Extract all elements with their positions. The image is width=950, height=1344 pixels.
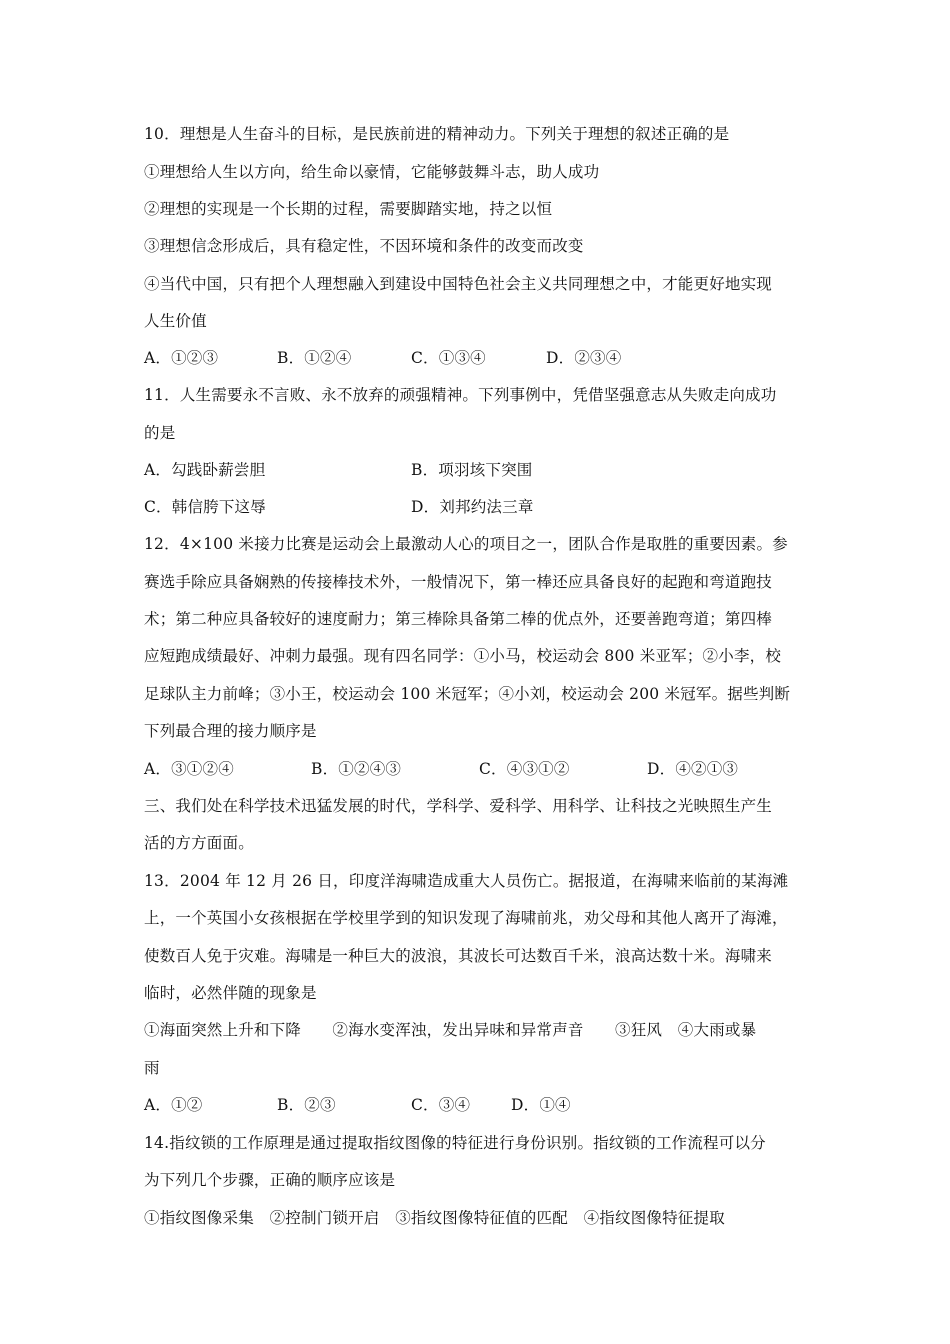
q13-option-c: C．③④ — [411, 1096, 471, 1114]
q10-option-c: C．①③④ — [411, 349, 486, 367]
q11-stem: 11．人生需要永不言败、永不放弃的顽强精神。下列事例中，凭借坚强意志从失败走向成功 — [144, 386, 777, 404]
q10-stem: 10．理想是人生奋斗的目标，是民族前进的精神动力。下列关于理想的叙述正确的是 — [144, 125, 730, 143]
q10-statement-3: ③理想信念形成后，具有稳定性，不因环境和条件的改变而改变 — [144, 237, 584, 255]
q11-stem-cont: 的是 — [144, 424, 176, 442]
q12-line-3: 术；第二种应具备较好的速度耐力；第三棒除具备第二棒的优点外，还要善跑弯道；第四棒 — [144, 610, 773, 628]
q10-option-a: A．①②③ — [144, 349, 219, 367]
q10-statement-4: ④当代中国，只有把个人理想融入到建设中国特色社会主义共同理想之中，才能更好地实现 — [144, 275, 773, 293]
q13-statements-cont: 雨 — [144, 1059, 160, 1077]
q13-line-1: 13．2004 年 12 月 26 日，印度洋海啸造成重大人员伤亡。据报道，在海啸来临前的某海滩 — [144, 872, 789, 890]
q10-statement-2: ②理想的实现是一个长期的过程，需要脚踏实地，持之以恒 — [144, 200, 553, 218]
q12-option-d: D．④②①③ — [647, 760, 739, 778]
q13-statements: ①海面突然上升和下降 ②海水变浑浊，发出异味和异常声音 ③狂风 ④大雨或暴 — [144, 1021, 757, 1039]
section-3-heading: 三、我们处在科学技术迅猛发展的时代，学科学、爱科学、用科学、让科技之光映照生产生 — [144, 797, 773, 815]
q14-line-1: 14.指纹锁的工作原理是通过提取指纹图像的特征进行身份识别。指纹锁的工作流程可以分 — [144, 1134, 766, 1152]
q13-option-d: D．①④ — [511, 1096, 571, 1114]
q14-steps: ①指纹图像采集 ②控制门锁开启 ③指纹图像特征值的匹配 ④指纹图像特征提取 — [144, 1209, 725, 1227]
q13-option-b: B．②③ — [277, 1096, 336, 1114]
q10-statement-1: ①理想给人生以方向，给生命以豪情，它能够鼓舞斗志，助人成功 — [144, 163, 600, 181]
q11-option-b: B．项羽垓下突围 — [411, 461, 533, 479]
q13-option-a: A．①② — [144, 1096, 203, 1114]
q12-option-c: C．④③①② — [479, 760, 570, 778]
q12-option-b: B．①②④③ — [311, 760, 402, 778]
q11-option-a: A．勾践卧薪尝胆 — [144, 461, 266, 479]
q13-line-4: 临时，必然伴随的现象是 — [144, 984, 317, 1002]
q10-option-b: B．①②④ — [277, 349, 352, 367]
q12-line-4: 应短跑成绩最好、冲刺力最强。现有四名同学：①小马，校运动会 800 米亚军；②小李，校 — [144, 647, 782, 665]
section-3-heading-cont: 活的方方面面。 — [144, 834, 254, 852]
q10-statement-4-cont: 人生价值 — [144, 312, 207, 330]
q11-option-d: D．刘邦约法三章 — [411, 498, 534, 516]
q14-line-2: 为下列几个步骤，正确的顺序应该是 — [144, 1171, 396, 1189]
q12-line-6: 下列最合理的接力顺序是 — [144, 722, 317, 740]
q12-line-2: 赛选手除应具备娴熟的传接棒技术外，一般情况下，第一棒还应具备良好的起跑和弯道跑技 — [144, 573, 773, 591]
q12-option-a: A．③①②④ — [144, 760, 234, 778]
q13-line-2: 上，一个英国小女孩根据在学校里学到的知识发现了海啸前兆，劝父母和其他人离开了海滩， — [144, 909, 788, 927]
q12-line-1: 12．4×100 米接力比赛是运动会上最激动人心的项目之一，团队合作是取胜的重要因素。参 — [144, 535, 788, 553]
q11-option-c: C．韩信胯下这辱 — [144, 498, 266, 516]
q12-line-5: 足球队主力前峰；③小王，校运动会 100 米冠军；④小刘，校运动会 200 米冠军。据些判断 — [144, 685, 791, 703]
q10-option-d: D．②③④ — [546, 349, 622, 367]
q13-line-3: 使数百人免于灾难。海啸是一种巨大的波浪，其波长可达数百千米，浪高达数十米。海啸来 — [144, 947, 773, 965]
